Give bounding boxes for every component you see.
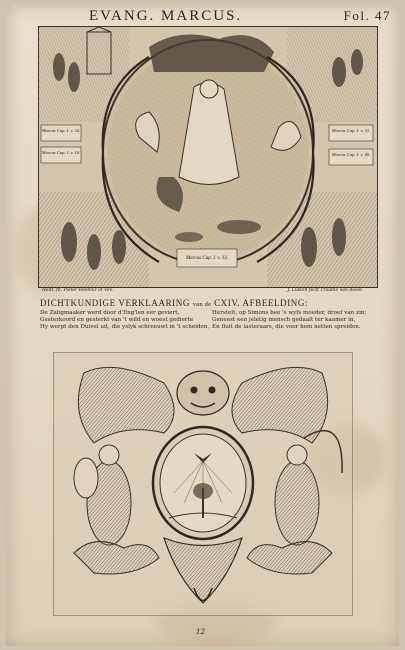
verse-line: Hy werpt den Duivel uit, die yslyk schreeuwt in 't scheiden,	[40, 324, 210, 331]
verse-line: Geneest een jeletig mensch gedaalt ter kaamer in,	[212, 317, 356, 324]
book-page	[6, 4, 399, 646]
page-number: 12	[196, 628, 205, 636]
page-header	[6, 8, 399, 24]
ref-label-1: Marcus Cap. I. v. 32.	[41, 128, 81, 133]
engraving-illustration	[39, 27, 377, 287]
bottom-ornament-plate	[53, 352, 353, 616]
top-engraving-plate	[38, 26, 378, 288]
verse-heading-connector: van de	[192, 301, 212, 308]
designer-caption: J. Luiken fecit Trouble van Aoosl.	[287, 288, 363, 293]
ornament-illustration	[54, 353, 352, 615]
running-title: EVANG. MARCUS.	[89, 8, 243, 24]
verse-heading-main: DICHTKUNDIGE VERKLAARING	[40, 298, 190, 308]
verse-heading-end: CXIV. AFBEELDING:	[214, 298, 309, 308]
verse-block	[40, 310, 380, 340]
engraver-caption: Hent. fil. Pieter Boeteur et Vev.	[42, 288, 114, 293]
ref-label-3: Marcus Cap. I. v. 31.	[331, 128, 371, 133]
verse-line: Gesterkoord en gesterkt van 't wild en woest gedierte	[40, 317, 194, 324]
verse-line: En fluit de lasteraars, die voor hem netten spreiden.	[212, 324, 361, 331]
verse-heading	[40, 298, 308, 308]
verse-right-column	[212, 310, 382, 332]
verse-line: De Zaligmaaker werd door d'Eng'len eer geviert,	[40, 310, 180, 316]
verse-left-column	[40, 310, 210, 332]
ref-label-4: Marcus Cap. I. v. 40.	[331, 152, 371, 157]
ref-label-2: Marcus Cap. I. v. 10.	[41, 150, 81, 155]
folio-number: Fol. 47	[343, 8, 391, 23]
verse-line: Herstelt, op Simons bee 's wyfs moeder, droef van zin;	[212, 310, 367, 316]
ref-label-5: Marcus Cap. I. v. 13.	[186, 256, 228, 261]
